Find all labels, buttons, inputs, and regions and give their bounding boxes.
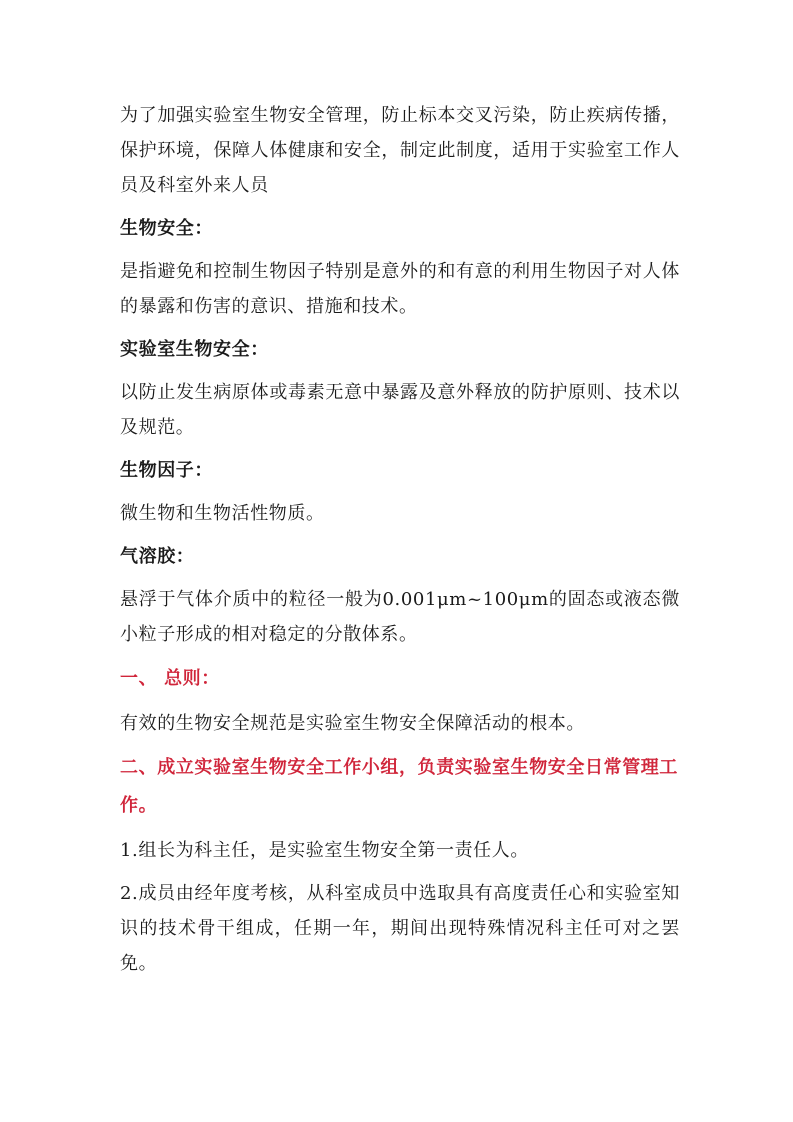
definition-term-aerosol: 气溶胶： xyxy=(120,546,195,567)
section-heading-working-group: 二、成立实验室生物安全工作小组，负责实验室生物安全日常管理工作。 xyxy=(120,757,678,816)
list-item: 2.成员由经年度考核，从科室成员中选取具有高度责任心和实验室知识的技术骨干组成，任期一年，期间出现特殊情况科主任可对之罢免。 xyxy=(120,883,680,974)
definition-text-biosafety: 是指避免和控制生物因子特别是意外的和有意的利用生物因子对人体的暴露和伤害的意识、措施和技术。 xyxy=(120,261,680,317)
definition-text-biological-agent: 微生物和生物活性物质。 xyxy=(120,503,325,524)
definition-term-lab-biosafety: 实验室生物安全： xyxy=(120,339,269,360)
section-text-general: 有效的生物安全规范是实验室生物安全保障活动的根本。 xyxy=(120,713,585,734)
section-heading-general: 一、 总则： xyxy=(120,668,220,689)
definition-text-lab-biosafety: 以防止发生病原体或毒素无意中暴露及意外释放的防护原则、技术以及规范。 xyxy=(120,382,680,438)
list-item: 1.组长为科主任，是实验室生物安全第一责任人。 xyxy=(120,840,529,861)
definition-term-biological-agent: 生物因子： xyxy=(120,460,213,481)
definition-text-aerosol: 悬浮于气体介质中的粒径一般为0.001μm~100μm的固态或液态微小粒子形成的相对稳定的分散体系。 xyxy=(120,589,680,645)
intro-paragraph: 为了加强实验室生物安全管理，防止标本交叉污染，防止疾病传播，保护环境，保障人体健康和安全，制定此制度，适用于实验室工作人员及科室外来人员 xyxy=(120,105,680,196)
definition-term-biosafety: 生物安全： xyxy=(120,218,213,239)
document-body xyxy=(120,98,680,989)
